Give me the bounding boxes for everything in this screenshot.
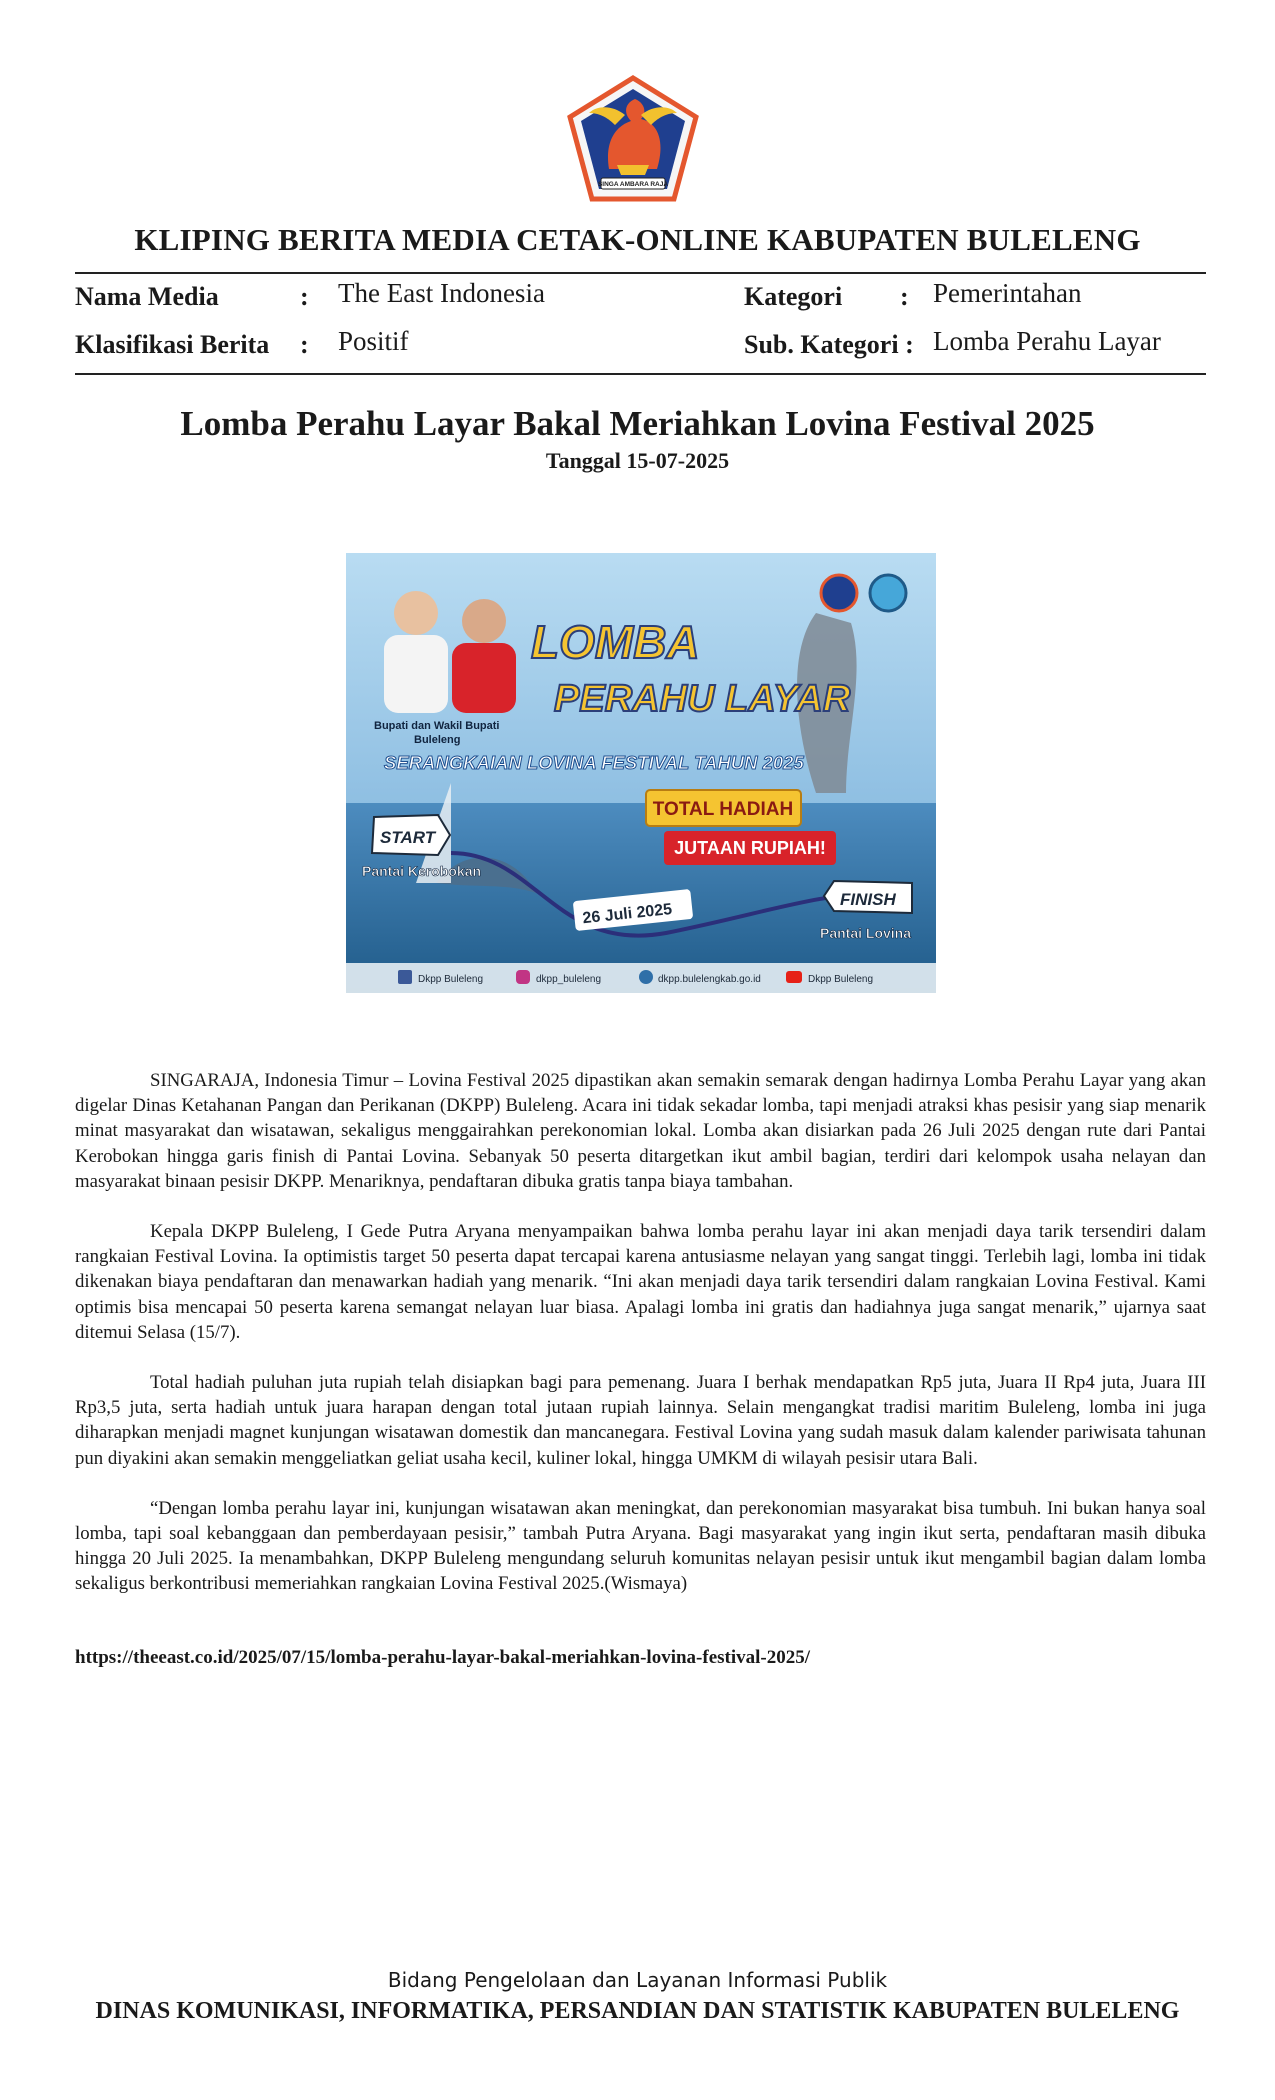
clipping-header-title: KLIPING BERITA MEDIA CETAK-ONLINE KABUPATEN BULELENG [134, 222, 1141, 257]
kategori-value: Pemerintahan [933, 278, 1082, 308]
klasifikasi-label: Klasifikasi Berita [75, 330, 270, 359]
kategori-colon: : [900, 282, 909, 311]
article-date: Tanggal 15-07-2025 [545, 448, 730, 473]
poster-prize-line2: JUTAAN RUPIAH! [674, 838, 826, 858]
logo-caption: SINGA AMBARA RAJA [597, 181, 669, 188]
nama-media-value: The East Indonesia [338, 278, 545, 308]
buleleng-regency-logo [565, 75, 701, 202]
poster-headline-2: PERAHU LAYAR [554, 678, 851, 720]
nama-media-label: Nama Media [75, 282, 219, 311]
footer-division: Bidang Pengelolaan dan Layanan Informasi Publik [387, 1968, 888, 1992]
klasifikasi-value: Positif [338, 326, 409, 356]
poster-finish-label: FINISH [840, 890, 896, 909]
poster-social-instagram: dkpp_buleleng [536, 974, 602, 985]
poster-dkpp-logo [870, 575, 906, 611]
poster-officials-line2: Buleleng [414, 734, 461, 746]
article-paragraph-1: SINGARAJA, Indonesia Timur – Lovina Festival 2025 dipastikan akan semakin semarak dengan hadirnya Lomba Perahu Layar yang akan digelar Dinas Ketahanan Pangan dan Perikanan (DKPP) Buleleng. Acara ini tidak sekadar lomba, tapi menjadi atraksi khas pesisir yang siap menarik minat masyarakat dan wisatawan, sekaligus menggairahkan perekonomian lokal. Lomba akan disiarkan pada 26 Juli 2025 dengan rute dari Pantai Kerobokan hingga garis finish di Pantai Lovina. Sebanyak 50 peserta ditargetkan ikut ambil bagian, terdiri dari kelompok usaha nelayan dan masyarakat binaan pesisir DKPP. Menariknya, pendaftaran dibuka gratis tanpa biaya tambahan. [75, 1070, 1206, 1192]
poster-social-facebook: Dkpp Buleleng [418, 974, 484, 985]
youtube-icon [786, 971, 802, 983]
article-body [75, 1068, 1206, 1622]
poster-regency-logo [821, 575, 857, 611]
article-paragraph-3: Total hadiah puluhan juta rupiah telah disiapkan bagi para pemenang. Juara I berhak mendapatkan Rp5 juta, Juara II Rp4 juta, Juara III Rp3,5 juta, serta hadiah untuk juara harapan dengan total jutaan rupiah lainnya. Selain mengangkat tradisi maritim Buleleng, lomba ini juga diharapkan menjadi magnet kunjungan wisatawan domestik dan mancanegara. Festival Lovina yang sudah masuk dalam kalender pariwisata tahunan pun diyakini akan semakin menggeliatkan geliat usaha kecil, kuliner lokal, hingga UMKM di wilayah pesisir utara Bali. [75, 1372, 1206, 1469]
header-rule-bottom [75, 373, 1206, 375]
poster-social-youtube: Dkpp Buleleng [808, 974, 874, 985]
article-title: Lomba Perahu Layar Bakal Meriahkan Lovina Festival 2025 [180, 404, 1095, 443]
sub-kategori-label: Sub. Kategori : [744, 330, 914, 359]
klasifikasi-colon: : [300, 330, 309, 359]
article-paragraph-2: Kepala DKPP Buleleng, I Gede Putra Aryana menyampaikan bahwa lomba perahu layar ini akan menjadi daya tarik tersendiri dalam rangkaian Festival Lovina. Ia optimistis target 50 peserta dapat tercapai karena antusiasme nelayan yang sangat tinggi. Terlebih lagi, lomba ini tidak dikenakan biaya pendaftaran dan menawarkan hadiah yang menarik. “Ini akan menjadi daya tarik tersendiri dalam rangkaian Lovina Festival. Kami optimis bisa mencapai 50 peserta karena semangat nelayan luar biasa. Apalagi lomba ini gratis dan hadiahnya juga sangat menarik,” ujarnya saat ditemui Selasa (15/7). [75, 1221, 1206, 1343]
article-paragraph-4: “Dengan lomba perahu layar ini, kunjungan wisatawan akan meningkat, dan perekonomian masyarakat bisa tumbuh. Ini bukan hanya soal lomba, tapi soal kebanggaan dan pemberdayaan pesisir,” tambah Putra Aryana. Bagi masyarakat yang ingin ikut serta, pendaftaran masih dibuka hingga 20 Juli 2025. Ia menambahkan, DKPP Buleleng mengundang seluruh komunitas nelayan pesisir untuk ikut mengambil bagian dalam lomba sekaligus berkontribusi memeriahkan rangkaian Lovina Festival 2025.(Wismaya) [75, 1497, 1206, 1595]
poster-prize-line1: TOTAL HADIAH [652, 799, 794, 820]
facebook-icon [398, 970, 412, 984]
header-rule-top [75, 272, 1206, 274]
poster-social-website: dkpp.bulelengkab.go.id [658, 974, 761, 985]
instagram-icon [516, 970, 530, 984]
source-url[interactable]: https://theeast.co.id/2025/07/15/lomba-perahu-layar-bakal-meriahkan-lovina-festival-2025/ [75, 1647, 811, 1668]
poster-officials-line1: Bupati dan Wakil Bupati [374, 720, 500, 732]
nama-media-colon: : [300, 282, 309, 311]
poster-start-label: START [380, 828, 436, 847]
poster-event-date: 26 Juli 2025 [581, 900, 673, 928]
poster-headline-1: LOMBA [531, 616, 700, 668]
poster-start-place: Pantai Kerobokan [362, 863, 482, 879]
kategori-label: Kategori [744, 282, 843, 311]
sub-kategori-value: Lomba Perahu Layar [933, 326, 1161, 356]
poster-finish-place: Pantai Lovina [820, 925, 912, 941]
website-icon [639, 970, 653, 984]
footer-agency: DINAS KOMUNIKASI, INFORMATIKA, PERSANDIAN DAN STATISTIK KABUPATEN BULELENG [95, 1998, 1180, 2024]
poster-subtitle: SERANGKAIAN LOVINA FESTIVAL TAHUN 2025 [384, 752, 804, 773]
event-poster [346, 553, 936, 993]
